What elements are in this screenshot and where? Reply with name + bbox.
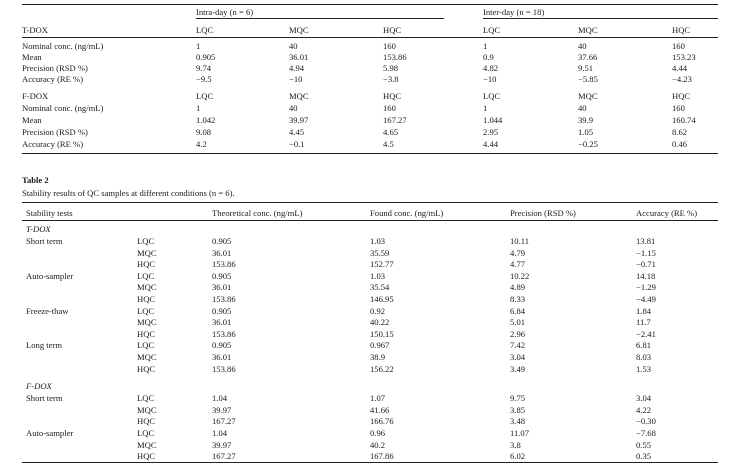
table1-group-inter: Inter-day (n = 18) [483,7,545,17]
table1-cell: 40 [578,103,587,113]
table2-group-label: F-DOX [26,381,52,392]
table2-cell: 156.22 [370,363,394,374]
table2-cell: 150.15 [370,328,394,339]
table2-cell: 0.905 [212,236,232,246]
table1-cell: 36.01 [289,52,309,62]
table2-level: MQC [137,247,157,258]
table1-cell: 4.82 [483,63,499,73]
table2-test-name: Auto-sampler [26,270,74,281]
table2-cell: 0.92 [370,305,386,316]
table2-level: MQC [137,352,157,362]
table1-top-rule [22,4,718,5]
table2-cell: −2.41 [636,328,656,339]
table1-row-label: Mean [22,52,42,62]
table1-cell: 4.2 [196,139,207,149]
table1-cell: −4.23 [672,74,692,84]
table1-col-header: HQC [383,25,402,35]
table2-cell: 35.54 [370,282,390,293]
table2-cell: 1.03 [370,270,386,281]
table2-cell: 38.9 [370,352,386,362]
table2-cell: 1.84 [636,305,652,316]
table2-cell: 1.04 [212,393,228,404]
table1-cell: 1 [483,41,488,51]
table2-cell: 166.76 [370,416,394,427]
table2-cell: 0.905 [212,340,232,351]
table1-col-header: HQC [383,91,402,101]
table1-header-rule [22,37,718,38]
table1-group-intra: Intra-day (n = 6) [196,7,254,17]
table1-cell: 37.66 [578,52,598,62]
table2-cell: 0.905 [212,270,232,281]
table2-cell: 41.66 [370,404,390,415]
table2-caption: Stability results of QC samples at different conditions (n = 6). [22,188,235,198]
table1-cell: 0.9 [483,52,494,62]
table2-cell: 35.59 [370,247,390,258]
table2-cell: 36.01 [212,282,232,293]
table2-cell: 153.86 [212,259,236,270]
table1-cell: 4.44 [672,63,688,73]
table1-cell: 0.46 [672,139,688,149]
table2-cell: 39.97 [212,439,232,450]
table1-cell: 1 [196,41,201,51]
table1-cell: 160.74 [672,115,696,125]
table1-row-label: Mean [22,115,42,125]
table2-test-name: Short term [26,236,63,246]
table2-test-name: Auto-sampler [26,428,74,438]
table2-cell: 5.01 [510,317,526,328]
table2-cell: 6.84 [510,305,526,316]
table2-cell: 3.04 [510,352,526,362]
table1-col-header: MQC [578,91,598,101]
table1-cell: 4.44 [483,139,499,149]
table1-cell: −9.5 [196,74,212,84]
table2-cell: 0.55 [636,439,652,450]
table2-cell: 40.2 [370,439,386,450]
table2-cell: 1.07 [370,393,386,404]
table1-cell: 8.62 [672,127,688,137]
table1-cell: 4.65 [383,127,399,137]
table1-cell: 39.97 [289,115,309,125]
table2-level: MQC [137,404,157,415]
table1-cell: 40 [289,103,298,113]
table2-cell: 39.97 [212,404,232,415]
table1-cell: 160 [383,103,396,113]
table2-level: HQC [137,328,156,339]
table2-cell: 167.27 [212,416,236,427]
table1-cell: −10 [289,74,303,84]
table2-col-header: Precision (RSD %) [510,208,576,218]
table2-level: HQC [137,363,156,374]
table1-section-label: T-DOX [22,25,48,35]
table1-cell: −3.8 [383,74,399,84]
table1-cell: −0.1 [289,139,305,149]
table1-row-label: Precision (RSD %) [22,127,88,137]
table2-cell: −4.49 [636,294,656,304]
table1-col-header: LQC [196,25,214,35]
table2-cell: 167.86 [370,451,394,462]
table2-cell: 146.95 [370,294,394,304]
table2-level: MQC [137,282,157,293]
table2-cell: 3.04 [636,393,652,404]
table2-cell: 10.22 [510,270,530,281]
table1-cell: 40 [289,41,298,51]
table2-level: LQC [137,428,155,438]
table1-cell: 1.05 [578,127,594,137]
table2-cell: 3.48 [510,416,526,427]
table1-col-header: LQC [196,91,214,101]
table2-cell: 3.85 [510,404,526,415]
table1-cell: 40 [578,41,587,51]
table2-test-name: Long term [26,340,63,351]
table1-cell: 5.98 [383,63,399,73]
table1-cell: 1 [483,103,488,113]
table1-cell: 1.042 [196,115,216,125]
table1-cell: 9.51 [578,63,594,73]
table1-group-rule-inter [483,18,718,19]
table1-cell: 39.9 [578,115,594,125]
table2-cell: 6.81 [636,340,652,351]
table2-level: LQC [137,393,155,404]
table2-group-label: T-DOX [26,224,51,234]
table2-cell: 36.01 [212,317,232,328]
table2-cell: 3.8 [510,439,521,450]
table2-cell: 0.96 [370,428,386,438]
table2-cell: 0.967 [370,340,390,351]
table1-cell: 1.044 [483,115,503,125]
table1-cell: 153.86 [383,52,407,62]
table1-col-header: LQC [483,91,501,101]
table1-row-label: Nominal conc. (ng/mL) [22,41,104,51]
table2-cell: 40.22 [370,317,390,328]
table2-level: MQC [137,317,157,328]
table1-cell: 1 [196,103,201,113]
table2-level: HQC [137,416,156,427]
table2-header-rule [22,220,718,221]
table2-col-header: Stability tests [26,208,73,218]
table2-cell: 153.86 [212,328,236,339]
table2-cell: 4.77 [510,259,526,270]
table1-col-header: LQC [483,25,501,35]
table2-cell: 8.33 [510,294,526,304]
table1-col-header: MQC [289,91,309,101]
table2-bottom-rule [22,462,718,463]
table2-test-name: Short term [26,393,63,404]
table2-cell: 1.53 [636,363,652,374]
table1-cell: −5.85 [578,74,598,84]
table1-col-header: MQC [578,25,598,35]
table2-cell: −7.68 [636,428,656,438]
table2-cell: 153.86 [212,294,236,304]
table2-cell: 11.7 [636,317,651,328]
table2-col-header: Found conc. (ng/mL) [370,208,444,218]
table2-level: LQC [137,305,155,316]
table2-col-header: Accuracy (RE %) [636,208,698,218]
table2-cell: 1.04 [212,428,228,438]
table2-cell: 8.03 [636,352,652,362]
table1-cell: 9.74 [196,63,212,73]
table2-level: MQC [137,439,157,450]
table2-cell: −0.30 [636,416,656,427]
table1-cell: 153.23 [672,52,696,62]
table2-level: LQC [137,270,155,281]
table2-level: HQC [137,451,156,462]
table2-cell: −1.15 [636,247,656,258]
table1-row-label: Nominal conc. (ng/mL) [22,103,104,113]
table1-cell: 160 [383,41,396,51]
table1-col-header: HQC [672,91,691,101]
table2-cell: 36.01 [212,352,232,362]
table2-cell: −1.29 [636,282,656,293]
table2-cell: 11.07 [510,428,530,438]
table2-cell: 4.22 [636,404,652,415]
table2-level: LQC [137,236,155,246]
table1-cell: 9.08 [196,127,212,137]
table1-cell: −10 [483,74,497,84]
table2-cell: 1.03 [370,236,386,246]
table1-cell: 4.45 [289,127,305,137]
table2-cell: 0.905 [212,305,232,316]
table1-row-label: Accuracy (RE %) [22,139,84,149]
table2-cell: 167.27 [212,451,236,462]
table2-cell: 9.75 [510,393,526,404]
table1-col-header: HQC [672,25,691,35]
table2-cell: 4.89 [510,282,526,293]
table1-cell: 4.94 [289,63,305,73]
table1-cell: 2.95 [483,127,499,137]
table2-level: LQC [137,340,155,351]
table2-col-header: Theoretical conc. (ng/mL) [212,208,303,218]
table2-test-name: Freeze-thaw [26,305,69,316]
table2-cell: 4.79 [510,247,526,258]
table1-row-label: Accuracy (RE %) [22,74,84,84]
table1-cell: 167.27 [383,115,407,125]
table2-cell: 14.18 [636,270,656,281]
table1-col-header: MQC [289,25,309,35]
table1-cell: −0.25 [578,139,598,149]
table2-cell: 6.02 [510,451,526,462]
table2-cell: 13.81 [636,236,656,246]
table1-bottom-rule [22,153,718,154]
table1-group-rule-intra [196,18,444,19]
table2-cell: 3.49 [510,363,526,374]
table2-cell: 7.42 [510,340,526,351]
table2-cell: 10.11 [510,236,530,246]
table2-cell: 0.35 [636,451,652,462]
table2-level: HQC [137,259,156,270]
table2-label: Table 2 [22,175,49,185]
table1-cell: 4.5 [383,139,394,149]
table2-level: HQC [137,294,156,304]
table1-section-label: F-DOX [22,91,49,101]
table2-cell: 153.86 [212,363,236,374]
table2-cell: 152.77 [370,259,394,270]
table2-cell: 2.96 [510,328,526,339]
table2-cell: −0.71 [636,259,656,270]
table2-top-rule [22,202,718,203]
table1-cell: 160 [672,41,685,51]
table1-cell: 0.905 [196,52,216,62]
table1-row-label: Precision (RSD %) [22,63,88,73]
table1-cell: 160 [672,103,685,113]
table2-cell: 36.01 [212,247,232,258]
